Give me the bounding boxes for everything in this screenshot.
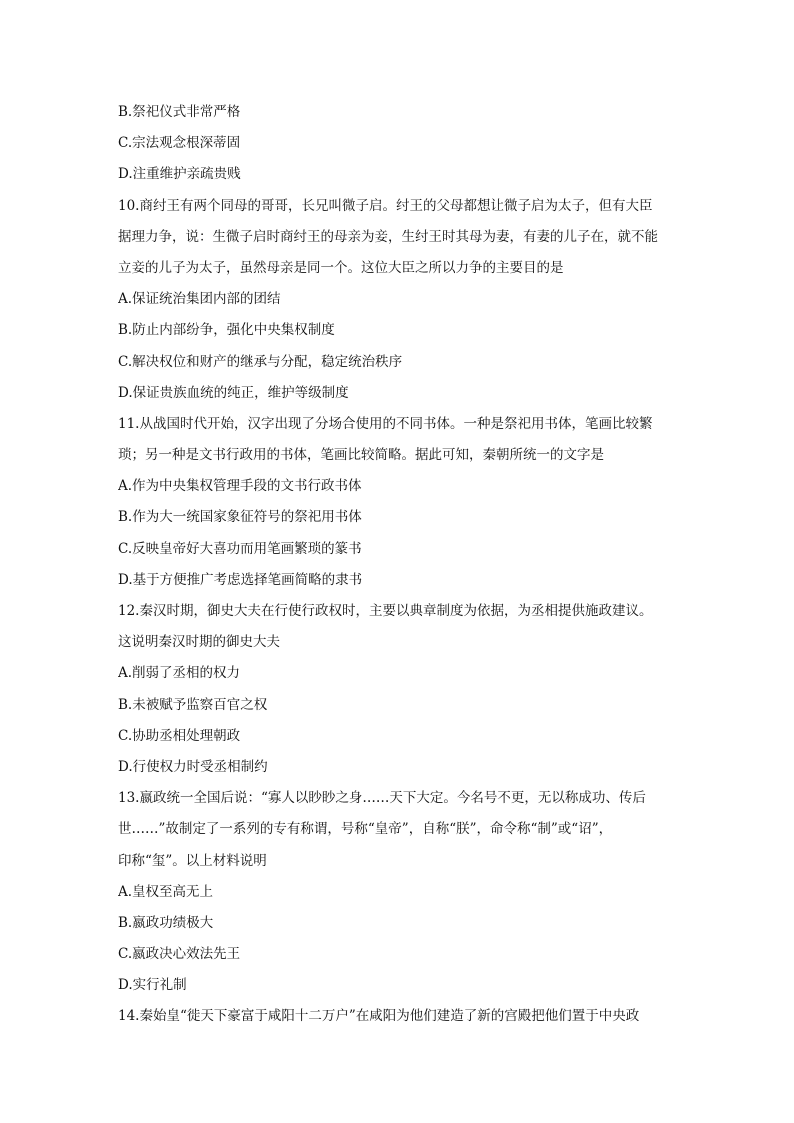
option-c-line: C.宗法观念根深蒂固: [118, 135, 241, 152]
question-14-line-1: 14.秦始皇“徙天下豪富于咸阳十二万户”在咸阳为他们建造了新的宫殿把他们置于中央政: [118, 1008, 640, 1025]
question-10-line-3: 立妾的儿子为太子，虽然母亲是同一个。这位大臣之所以力争的主要目的是: [118, 259, 564, 276]
question-10-option-b: B.防止内部纷争，强化中央集权制度: [118, 322, 335, 339]
question-13-line-3: 印称“玺”。以上材料说明: [118, 852, 267, 869]
question-11-option-d: D.基于方便推广考虑选择笔画简略的隶书: [118, 571, 363, 588]
question-10-line-1: 10.商纣王有两个同母的哥哥，长兄叫微子启。纣王的父母都想让微子启为太子，但有大臣: [118, 197, 653, 214]
document-body: [118, 97, 680, 1033]
question-13-option-b: B.嬴政功绩极大: [118, 914, 214, 931]
question-11-option-c: C.反映皇帝好大喜功而用笔画繁琐的篆书: [118, 540, 362, 557]
question-11-option-a: A.作为中央集权管理手段的文书行政书体: [118, 478, 362, 495]
question-12-option-b: B.未被赋予监察百官之权: [118, 696, 268, 713]
question-12-option-a: A.削弱了丞相的权力: [118, 665, 241, 682]
question-12-option-c: C.协助丞相处理朝政: [118, 727, 241, 744]
question-13-option-c: C.嬴政决心效法先王: [118, 946, 241, 963]
question-12-line-1: 12.秦汉时期，御史大夫在行使行政权时，主要以典章制度为依据，为丞相提供施政建议。: [118, 603, 653, 619]
option-d-line: D.注重维护亲疏贵贱: [118, 166, 241, 183]
question-13-line-1: 13.嬴政统一全国后说：“寡人以眇眇之身……天下大定。今名号不更，无以称成功、传后: [118, 790, 646, 807]
question-13-line-2: 世……”故制定了一系列的专有称谓，号称“皇帝”，自称“朕”，命令称“制”或“诏”，: [118, 821, 613, 838]
question-11-option-b: B.作为大一统国家象征符号的祭祀用书体: [118, 509, 362, 526]
question-10-option-c: C.解决权位和财产的继承与分配，稳定统治秩序: [118, 353, 403, 370]
question-10-line-2: 据理力争，说：生微子启时商纣王的母亲为妾，生纣王时其母为妻，有妻的儿子在，就不能: [118, 228, 658, 245]
question-13-option-a: A.皇权至高无上: [118, 883, 214, 900]
question-12-option-d: D.行使权力时受丞相制约: [118, 758, 268, 775]
question-10-option-d: D.保证贵族血统的纯正，维护等级制度: [118, 384, 349, 401]
option-b-line: B.祭祀仪式非常严格: [118, 104, 241, 120]
question-11-line-2: 琐；另一种是文书行政用的书体，笔画比较简略。据此可知，秦朝所统一的文字是: [118, 447, 604, 464]
question-10-option-a: A.保证统治集团内部的团结: [118, 291, 281, 308]
question-13-option-d: D.实行礼制: [118, 977, 187, 994]
question-11-line-1: 11.从战国时代开始，汉字出现了分场合使用的不同书体。一种是祭祀用书体，笔画比较繁: [118, 415, 653, 432]
question-12-line-2: 这说明秦汉时期的御史大夫: [118, 634, 280, 651]
